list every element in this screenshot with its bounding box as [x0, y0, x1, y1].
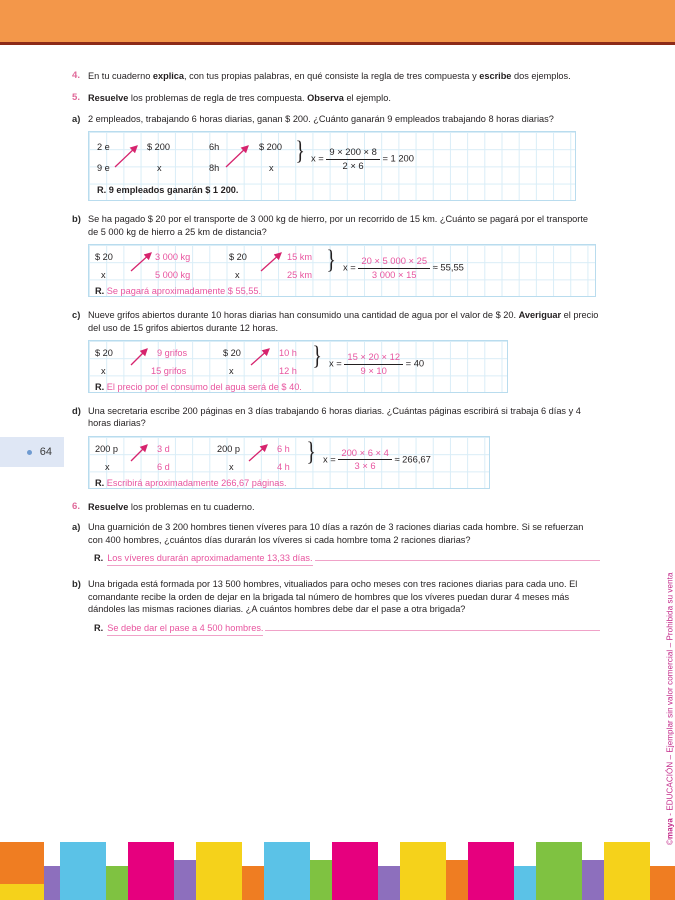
cell-5b-5: 5 000 kg [155, 270, 191, 281]
exercise-5a-letter: a) [72, 112, 81, 124]
fraction-5b-denominator: 3 000 × 15 [358, 268, 430, 282]
answer-5b-text: Se pagará aproximadamente $ 55,55. [106, 286, 261, 297]
cell-5a-0: 2 e [97, 142, 110, 153]
exercise-6-number: 6. [72, 500, 81, 512]
exercise-5d-statement: Una secretaria escribe 200 páginas en 3 días trabajando 6 horas diarias. ¿Cuántas páginas escribirá si trabaja 6 días y 4 horas diarias? [88, 405, 581, 429]
cell-5a-1: $ 200 [147, 142, 170, 153]
brace-5a: } [295, 136, 305, 166]
fraction-5d [338, 447, 391, 473]
answer-5d-text: Escribirá aproximadamente 266,67 páginas. [106, 477, 287, 488]
cell-5c-7: 12 h [279, 365, 297, 376]
cell-5d-6: x [229, 461, 234, 472]
exercise-5b-statement: Se ha pagado $ 20 por el transporte de 3 000 kg de hierro, por un recorrido de 15 km. ¿Cuánto se pagará por el transporte de 5 000 kg de hierro a 25 km de distancia? [88, 214, 589, 237]
copyright-rest: - EDUCACIÓN – Ejemplar sin valor comercial – Prohibida su venta [665, 572, 674, 819]
cell-5a-4: 9 e [97, 163, 110, 174]
footer-block-15 [468, 842, 514, 900]
exercise-5c-statement: Nueve grifos abiertos durante 10 horas diarias han consumido una cantidad de agua por el valor de $ 20. Averiguar el precio del uso de 15 grifos abiertos durante 12 horas. [88, 310, 599, 333]
equation-5c: x = $\frac{15 \times 20 \times 12}{9 \times 10}$ = 40 [329, 350, 425, 376]
exercise-5b-letter: b) [72, 213, 81, 225]
worked-example-5d [88, 436, 490, 489]
footer-block-4 [106, 866, 128, 900]
footer-block-6 [174, 860, 196, 900]
fraction-5d-numerator: 200 × 6 × 4 [341, 446, 389, 458]
cell-5d-4: x [105, 461, 110, 472]
top-orange-band [0, 0, 675, 42]
fraction-5b-numerator: 20 × 5 000 × 25 [361, 255, 428, 267]
exercise-5c-letter: c) [72, 309, 81, 321]
answer-5a-text: 9 empleados ganarán $ 1 200. [108, 185, 239, 196]
exercise-5b [72, 213, 600, 297]
exercise-6b [72, 578, 600, 636]
brand-name: maya [665, 818, 674, 839]
answer-5d-label: R. [95, 477, 105, 488]
top-rule [0, 42, 675, 45]
footer-block-12 [378, 866, 400, 900]
cell-5d-5: 6 d [157, 461, 170, 472]
answer-5c [95, 381, 302, 393]
cell-5d-2: 200 p [217, 443, 240, 454]
cell-5b-1: 3 000 kg [155, 252, 191, 263]
cell-5a-3: $ 200 [259, 142, 282, 153]
cell-5b-0: $ 20 [95, 252, 113, 263]
exercise-6b-statement: Una brigada está formada por 13 500 hombres, vitualiados para ocho meses con tres raciones diarias para cada uno. El comandante recibe la orden de dejar en la brigada tal número de hombres que los víveres puedan durar 4 meses más dándoles las mismas raciones diarias. ¿A cuántos hombres debe dar el pase a otra brigada? [88, 579, 578, 615]
worked-example-5c [88, 340, 508, 393]
cell-5d-3: 6 h [277, 443, 290, 454]
fraction-5a [326, 146, 379, 172]
cell-5c-1: 9 grifos [157, 347, 188, 358]
cell-5c-2: $ 20 [223, 347, 241, 358]
equation-5b: x = $\frac{20 \times 5 000 \times 25}{3 000 \times 15}$ ≈ 55,55 [343, 255, 464, 280]
footer-block-5 [128, 842, 174, 900]
footer-block-3 [60, 842, 106, 900]
answer-5c-text: El precio por el consumo del agua será de $ 40. [106, 381, 302, 392]
answer-6b-label: R. [94, 622, 104, 633]
page-content [72, 70, 600, 636]
exercise-5a [72, 113, 600, 201]
cell-5b-6: x [235, 270, 240, 281]
fraction-5c [344, 351, 403, 377]
footer-block-20 [650, 866, 675, 900]
footer-block-18 [582, 860, 604, 900]
exercise-6 [72, 501, 600, 513]
footer-block-14 [446, 860, 468, 900]
footer-block-19 [604, 842, 650, 900]
fraction-5c-numerator: 15 × 20 × 12 [347, 350, 401, 362]
cell-5b-2: $ 20 [229, 252, 247, 263]
footer-block-13 [400, 842, 446, 900]
exercise-4 [72, 70, 600, 82]
cell-5c-5: 15 grifos [151, 365, 187, 376]
equation-5a-result: = 1 200 [382, 152, 414, 164]
exercise-4-text: En tu cuaderno explica, con tus propias palabras, en qué consiste la regla de tres compuesta y escribe dos ejemplos. [88, 71, 571, 81]
equation-5d-result: ≈ 266,67 [394, 453, 431, 465]
answer-6a-label: R. [94, 553, 104, 564]
answer-5c-label: R. [95, 381, 105, 392]
footer-block-8 [242, 866, 264, 900]
fraction-5a-denominator: 2 × 6 [326, 159, 379, 173]
equation-5a: x = $\frac{9 \times 200 \times 8}{2 \times 6}$ = 1 200 [311, 146, 414, 171]
cell-5a-2: 6h [209, 142, 220, 153]
exercise-5 [72, 92, 600, 104]
exercise-5-text: Resuelve los problemas de regla de tres compuesta. Observa el ejemplo. [88, 93, 391, 104]
fraction-5c-denominator: 9 × 10 [344, 364, 403, 378]
exercise-4-number: 4. [72, 70, 81, 81]
footer-block-1 [44, 866, 60, 900]
answer-5a [97, 184, 238, 196]
exercise-5-number: 5. [72, 92, 81, 104]
page-number: 64 [39, 446, 52, 458]
footer-block-10 [310, 860, 332, 900]
cell-5c-3: 10 h [279, 347, 297, 358]
worked-example-5b [88, 244, 596, 297]
brace-5d: } [306, 436, 316, 466]
footer-color-blocks [0, 828, 675, 900]
footer-block-17 [536, 842, 582, 900]
answer-5b-label: R. [95, 286, 105, 297]
cell-5a-5: x [157, 163, 162, 174]
exercise-6b-letter: b) [72, 578, 81, 590]
answer-5d [95, 477, 287, 489]
answer-5a-label: R. [97, 185, 107, 196]
cell-5d-0: 200 p [95, 443, 118, 454]
cell-5a-7: x [269, 163, 274, 174]
exercise-5a-statement: 2 empleados, trabajando 6 horas diarias, ganan $ 200. ¿Cuánto ganarán 9 empleados trabajando 8 horas diarias? [88, 113, 554, 124]
footer-block-11 [332, 842, 378, 900]
cell-5c-4: x [101, 365, 106, 376]
brace-5c: } [312, 340, 322, 370]
footer-block-16 [514, 866, 536, 900]
copyright-symbol: © [665, 838, 674, 845]
exercise-5d-letter: d) [72, 404, 81, 416]
fraction-5a-numerator: 9 × 200 × 8 [329, 146, 377, 158]
equation-5d: x = $\frac{200 \times 6 \times 4}{3 \times 6}$ ≈ 266,67 [323, 446, 431, 472]
cell-5a-6: 8h [209, 163, 220, 174]
answer-6b-rule [265, 620, 600, 631]
cell-5b-3: 15 km [287, 252, 313, 263]
page-number-tab [0, 437, 64, 467]
cell-5d-7: 4 h [277, 461, 290, 472]
exercise-5c [72, 309, 600, 393]
cell-5b-7: 25 km [287, 270, 313, 281]
exercise-5d [72, 405, 600, 489]
exercise-6-text: Resuelve los problemas en tu cuaderno. [88, 501, 255, 512]
footer-block-9 [264, 842, 310, 900]
copyright-sidenote [665, 572, 674, 844]
answer-6b-text: Se debe dar el pase a 4 500 hombres. [107, 622, 263, 636]
footer-block-7 [196, 842, 242, 900]
cell-5c-6: x [229, 365, 234, 376]
exercise-6a-letter: a) [72, 521, 81, 533]
equation-5c-result: = 40 [405, 357, 425, 369]
answer-6a [94, 550, 600, 566]
answer-5b [95, 285, 261, 297]
exercise-6a [72, 521, 600, 566]
answer-6a-text: Los víveres durarán aproximadamente 13,33 días. [107, 552, 312, 566]
bullet-icon [27, 450, 32, 455]
cell-5d-1: 3 d [157, 443, 170, 454]
fraction-5b [358, 255, 430, 281]
fraction-5d-denominator: 3 × 6 [338, 459, 391, 473]
worked-example-5a [88, 131, 576, 201]
equation-5b-result: ≈ 55,55 [432, 261, 464, 273]
footer-block-2 [0, 884, 44, 900]
cell-5b-4: x [101, 270, 106, 281]
cell-5c-0: $ 20 [95, 347, 113, 358]
answer-6b [94, 620, 600, 636]
answer-6a-rule [315, 550, 601, 561]
exercise-6a-statement: Una guarnición de 3 200 hombres tienen víveres para 10 días a razón de 3 raciones diarias cada hombre. Si se refuerzan con 400 hombres, ¿cuántos días durarán los víveres si cada hombre toma 2 raciones diarias? [88, 522, 584, 545]
brace-5b: } [326, 245, 336, 275]
